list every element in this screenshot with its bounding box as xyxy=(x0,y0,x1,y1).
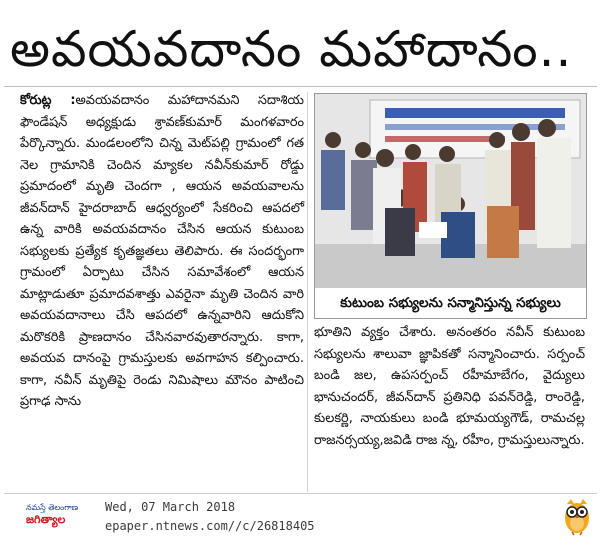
article-right-text: భూతిని వ్యక్తం చేశారు. అనంతరం నవీన్‌ కుటుంబ సభ్యులను శాలువా జ్ఞాపికతో సన్మానించారు. సర్పంచ్‌ బండి జల, ఉపసర్పంచ్‌ రహీమాబేగం, వైద్యులు భానుచందర్‌, జీవన్‌దాన్‌ ప్రతినిధి పవన్‌రెడ్డి, రాంరెడ్డి, కులకర్ణి, నాయకులు బండి భూమయ్యగౌడ్‌, రామచల్ల రాజనర్సయ్య,జవిడి రాజ న్న, రహీం, గ్రామస్తులున్నారు. xyxy=(314,325,585,448)
epaper-link[interactable]: epaper.ntnews.com//c/26818405 xyxy=(105,519,315,533)
article-right-column xyxy=(314,322,585,451)
headline-divider xyxy=(4,86,597,87)
headline: అవయవదానం మహాదానం.. xyxy=(10,20,573,78)
brand-name: నమస్తే తెలంగాణ xyxy=(26,503,79,512)
article-photo xyxy=(314,93,587,319)
article-left-text: అవయవదానం మహాదానమని సదాశియ ఫౌండేషన్‌ అధ్యక్షుడు శ్రావణ్‌కుమార్‌ మంగళవారం పేర్కొన్నారు. మండలంలోని చిన్న మెట్‌పల్లి గ్రామంలో గత నెల గ్రామానికి చెందిన మ్యాకల నవీన్‌కుమార్‌ రోడ్డు ప్రమాదంలో మృతి చెందగా , ఆయన అవయవాలను జీవన్‌దాన్‌ హైదరాబాద్‌ ఆధ్వర్యంలో సేకరించి ఆపదలో ఉన్న వారికి అవయవదానం చేసిన ఆయన కుటుంబ సభ్యులకు ప్రత్యేక కృతజ్ఞతలు తెలిపారు. ఈ సందర్భంగా గ్రామంలో ఏర్పాటు చేసిన సమావేశంలో ఆయన మాట్లాడుతూ ప్రమాదవశాత్తు ఎవరైనా మృతి చెందిన వారి అవయవదానాలు చేసి ఆపదలో ఉన్నవారిని ఆదుకోని మరొకరికి ప్రాణదానం చేసినవారవుతారన్నారు. కాగా, అవయవ దానంపై గ్రామస్తులకు అవగాహన కల్పించారు. కాగా, నవీన్‌ మృతిపై రెండు నిమిషాలు మౌనం పాటించి ప్రగాఢ సాను xyxy=(20,93,305,409)
column-separator xyxy=(307,92,308,492)
publication-date: Wed, 07 March 2018 xyxy=(105,500,236,514)
article-left-column xyxy=(20,90,304,413)
dateline: కోరుట్ల : xyxy=(20,93,76,108)
photo-caption: కుటుంబ సభ్యులను సన్మానిస్తున్న సభ్యులు xyxy=(315,288,586,318)
article-paragraph xyxy=(20,90,304,413)
group-photo-image xyxy=(315,94,586,288)
owl-mascot-icon xyxy=(562,496,592,536)
footer-divider xyxy=(4,493,597,494)
brand-edition: జగిత్యాల xyxy=(26,513,66,526)
